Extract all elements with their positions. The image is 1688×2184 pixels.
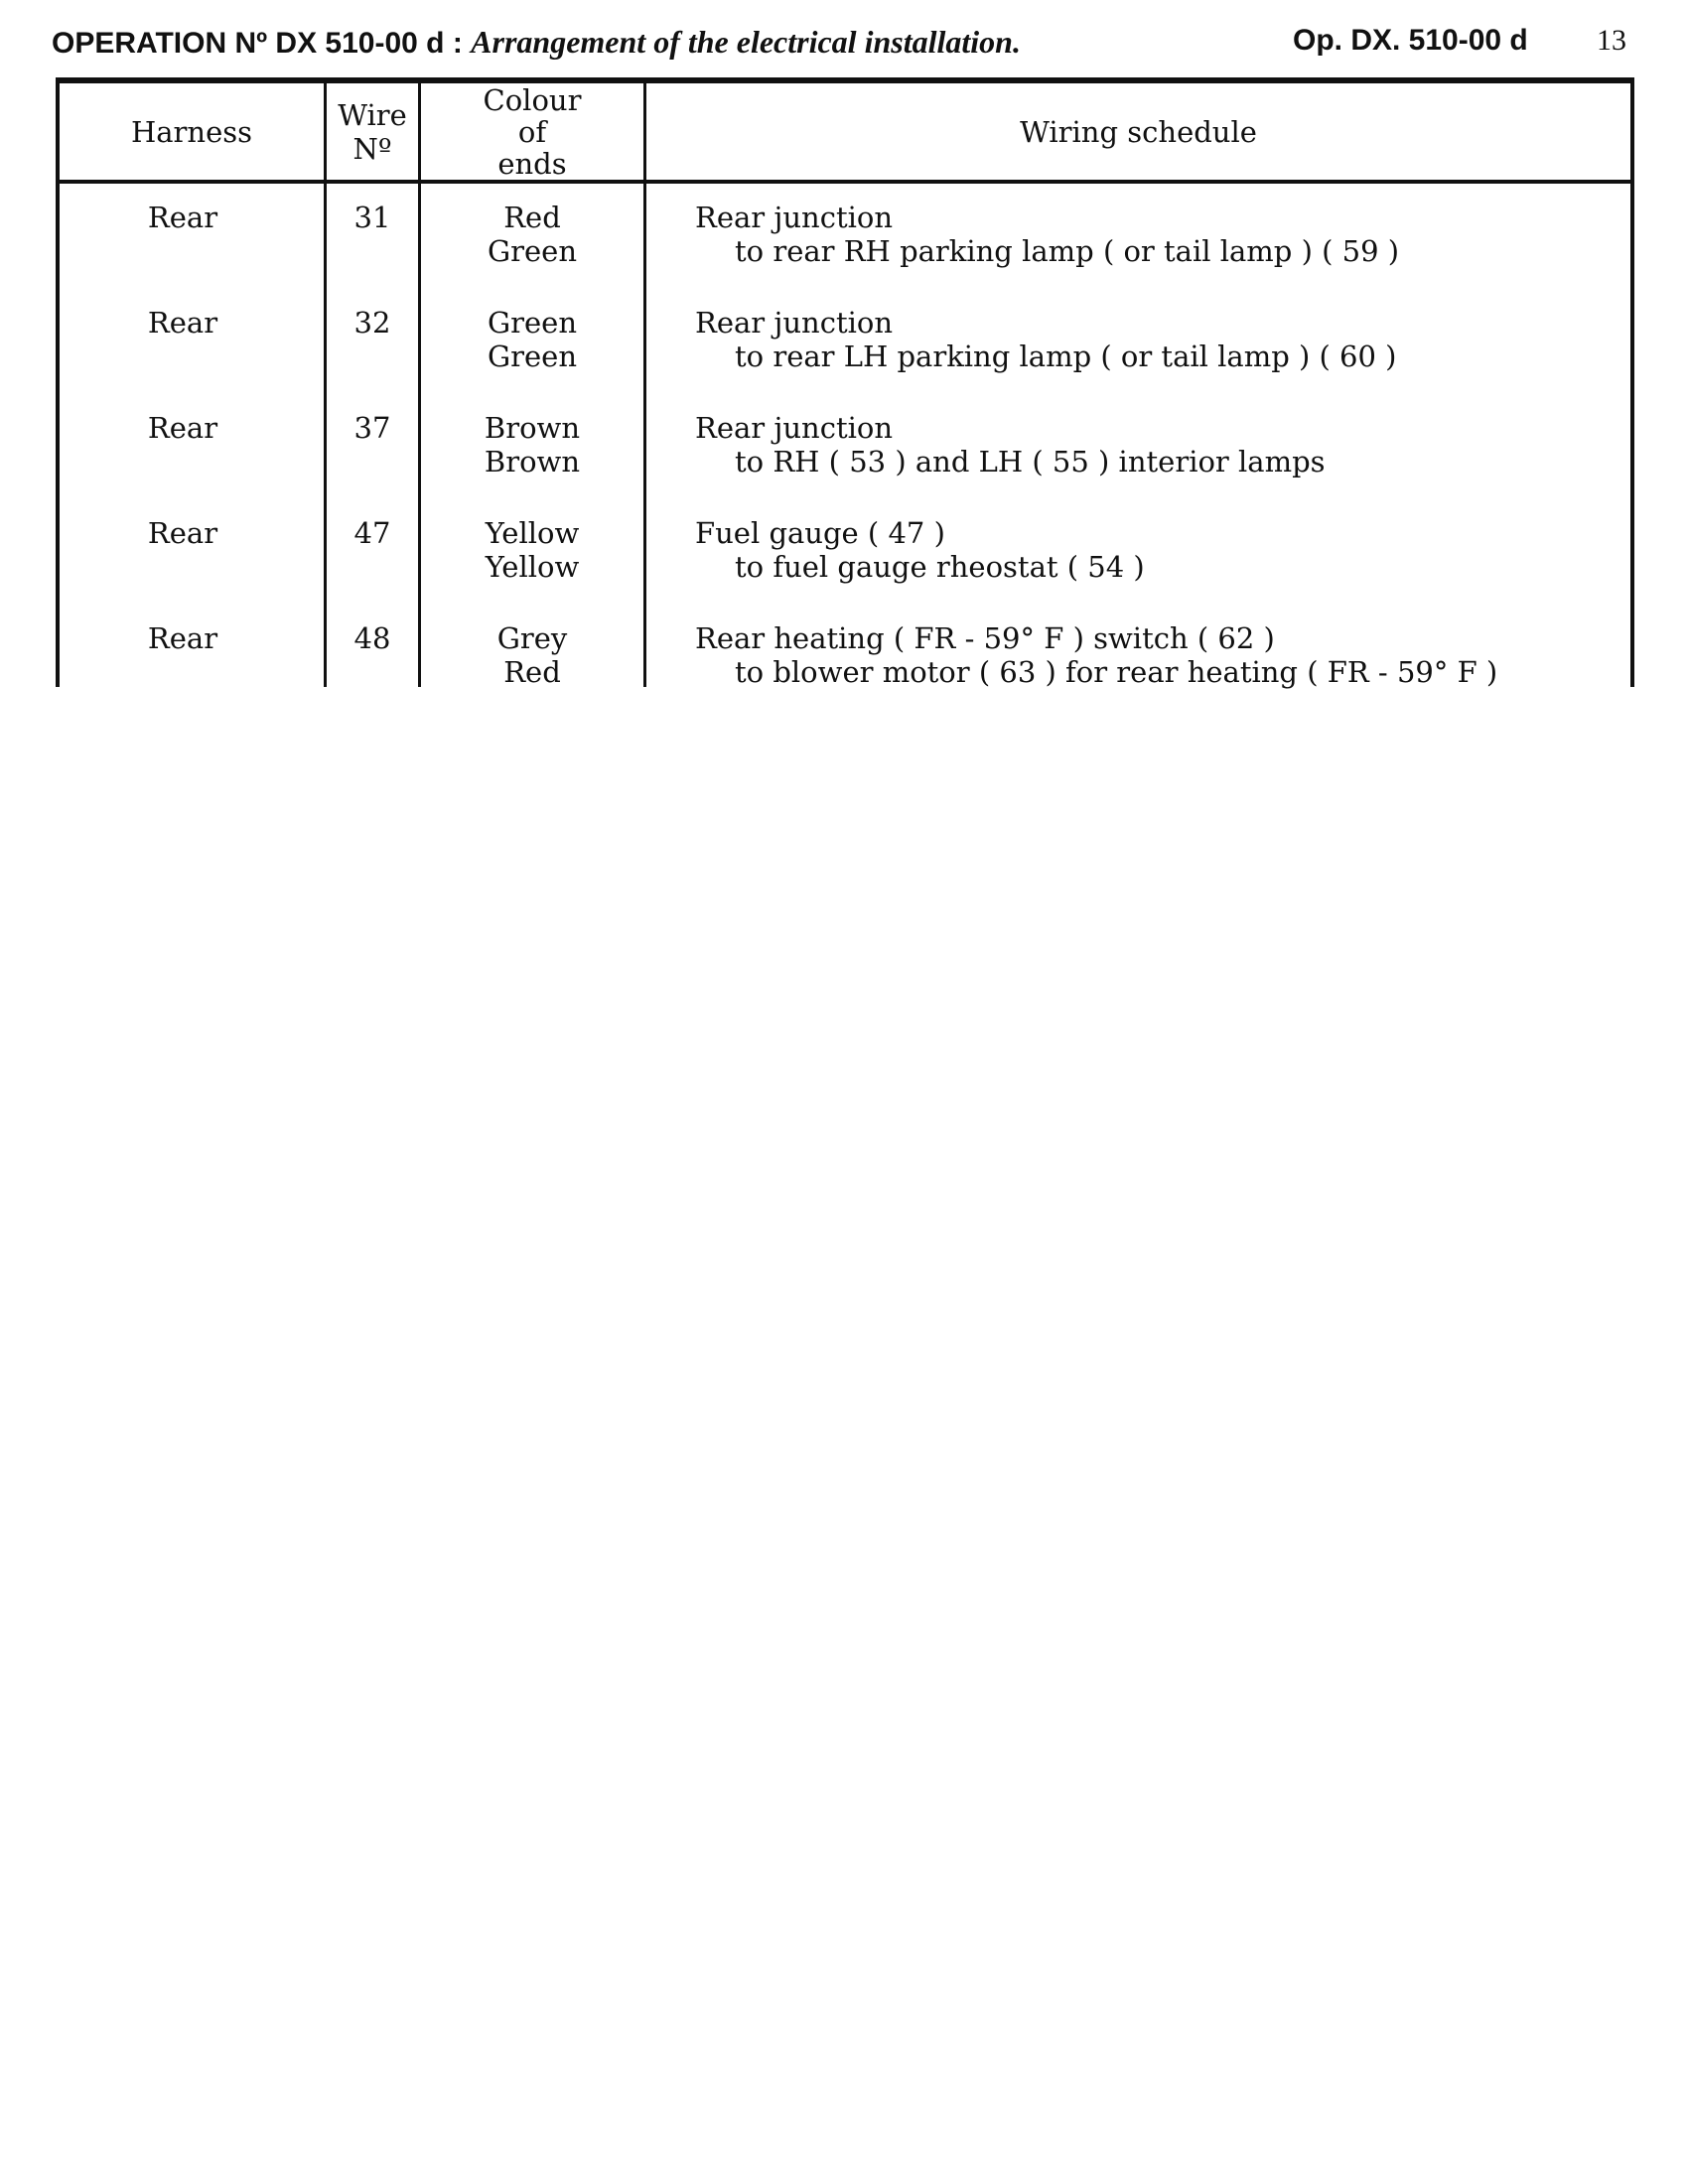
colour-cell [421, 621, 643, 689]
colour-cell [421, 411, 643, 478]
wire-number-cell: 31 [353, 201, 391, 234]
wire-number-cell: 37 [353, 411, 391, 445]
operation-reference: Op. DX. 510-00 d [1293, 24, 1528, 57]
schedule-to: to rear RH parking lamp ( or tail lamp ) ( 59 ) [735, 234, 1400, 268]
schedule-to: to RH ( 53 ) and LH ( 55 ) interior lamps [735, 445, 1326, 478]
header-line: ends [497, 146, 567, 181]
wire-number-cell: 47 [353, 516, 391, 550]
page-number: 13 [1597, 24, 1626, 57]
schedule-cell [695, 306, 1618, 373]
colour-start: Brown [484, 411, 581, 445]
table-header-rule [56, 180, 1634, 184]
colour-start: Red [503, 201, 561, 234]
table-row [0, 201, 1688, 306]
operation-heading [52, 24, 1021, 61]
colour-start: Yellow [485, 516, 580, 550]
colour-cell [421, 201, 643, 268]
schedule-from: Fuel gauge ( 47 ) [695, 516, 945, 550]
operation-number: OPERATION Nº DX 510-00 d : [52, 27, 472, 60]
schedule-cell [695, 621, 1618, 689]
colour-cell [421, 306, 643, 373]
colour-end: Green [487, 234, 578, 268]
harness-cell: Rear [147, 621, 218, 655]
colour-end: Yellow [485, 550, 580, 584]
column-header-colour [421, 83, 643, 180]
schedule-cell [695, 201, 1618, 268]
harness-cell: Rear [147, 411, 218, 445]
table-row [0, 516, 1688, 621]
colour-start: Green [487, 306, 578, 340]
header-line: Wire [338, 97, 407, 132]
schedule-to: to fuel gauge rheostat ( 54 ) [735, 550, 1145, 584]
page-header [52, 20, 1640, 69]
schedule-to: to rear LH parking lamp ( or tail lamp ) ( 60 ) [735, 340, 1397, 373]
column-header-wire [327, 83, 418, 180]
schedule-from: Rear junction [695, 306, 894, 340]
harness-cell: Rear [147, 516, 218, 550]
header-line: Nº [352, 131, 392, 166]
colour-end: Red [503, 655, 561, 689]
schedule-cell [695, 516, 1618, 584]
colour-start: Grey [496, 621, 568, 655]
operation-title: Arrangement of the electrical installation. [471, 24, 1021, 60]
table-row [0, 621, 1688, 727]
schedule-from: Rear junction [695, 411, 894, 445]
header-line: of [517, 114, 547, 149]
table-row [0, 411, 1688, 516]
colour-end: Green [487, 340, 578, 373]
harness-cell: Rear [147, 201, 218, 234]
wire-number-cell: 48 [353, 621, 391, 655]
header-line: Colour [483, 82, 582, 117]
column-header-wiring-schedule: Wiring schedule [1020, 114, 1257, 149]
column-header-harness: Harness [130, 114, 253, 149]
schedule-from: Rear junction [695, 201, 894, 234]
schedule-from: Rear heating ( FR - 59° F ) switch ( 62 ) [695, 621, 1275, 655]
schedule-to: to blower motor ( 63 ) for rear heating ( FR - 59° F ) [735, 655, 1498, 689]
schedule-cell [695, 411, 1618, 478]
table-row [0, 306, 1688, 411]
wire-number-cell: 32 [353, 306, 391, 340]
harness-cell: Rear [147, 306, 218, 340]
colour-end: Brown [484, 445, 581, 478]
colour-cell [421, 516, 643, 584]
